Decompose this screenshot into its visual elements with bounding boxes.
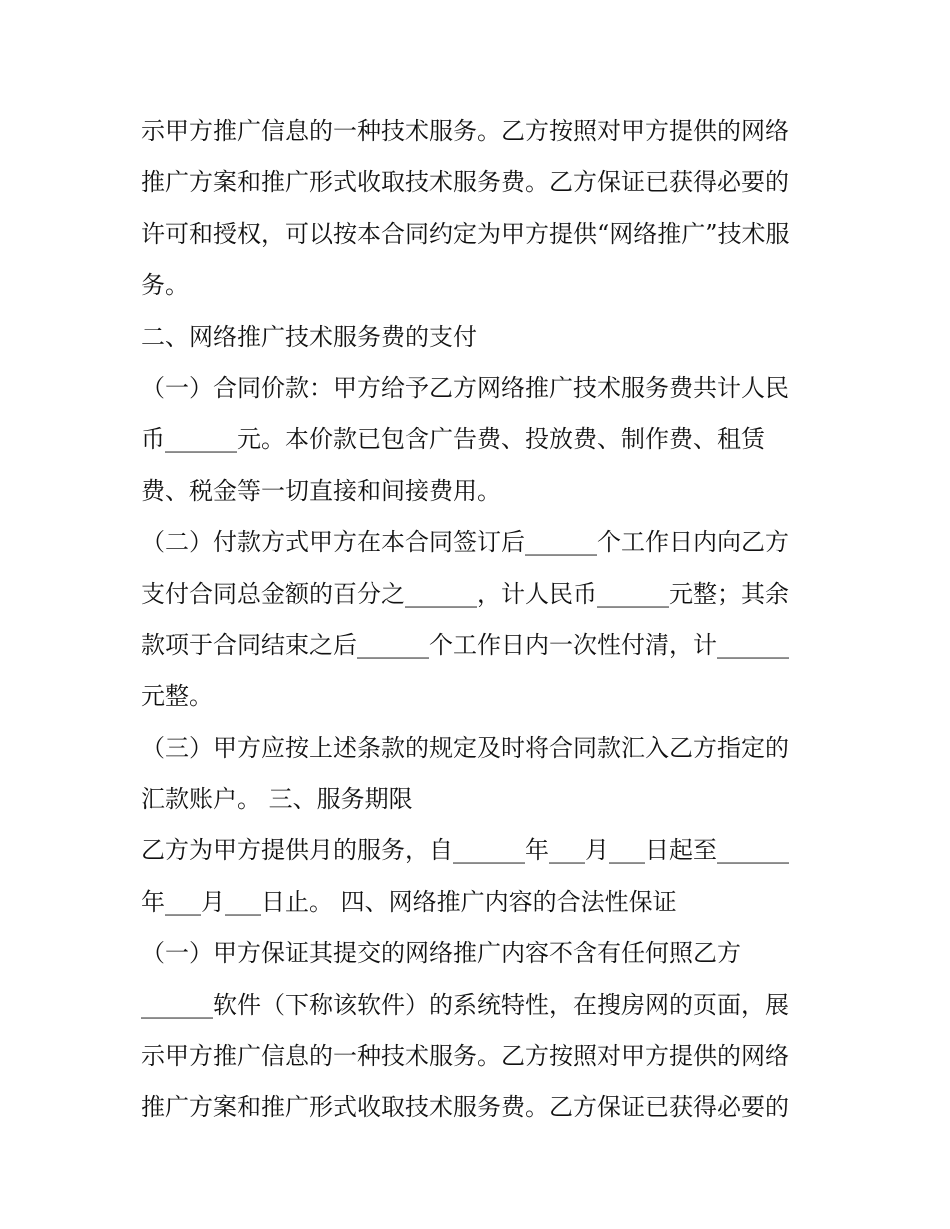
text-line: 务。	[141, 271, 189, 300]
text-line: 币______元。本价款已包含广告费、投放费、制作费、租赁	[141, 425, 765, 454]
text-line: （一）合同价款：甲方给予乙方网络推广技术服务费共计人民	[141, 373, 789, 402]
text-line: 推广方案和推广形式收取技术服务费。乙方保证已获得必要的	[141, 1093, 789, 1122]
document-body	[141, 106, 816, 1134]
text-line: ______软件（下称该软件）的系统特性，在搜房网的页面，展	[141, 990, 789, 1019]
text-line: 支付合同总金额的百分之______，计人民币______元整；其余	[141, 579, 789, 608]
text-line: 汇款账户。 三、服务期限	[141, 785, 413, 814]
section-heading: 二、网络推广技术服务费的支付	[141, 322, 477, 351]
text-line: 款项于合同结束之后______个工作日内一次性付清，计______	[141, 630, 789, 659]
text-line: 许可和授权，可以按本合同约定为甲方提供“网络推广”技术服	[141, 219, 790, 248]
text-line: （一）甲方保证其提交的网络推广内容不含有任何照乙方	[141, 939, 741, 968]
text-line: 乙方为甲方提供月的服务，自______年___月___日起至______	[141, 836, 789, 865]
text-line: 示甲方推广信息的一种技术服务。乙方按照对甲方提供的网络	[141, 117, 789, 145]
text-line: 推广方案和推广形式收取技术服务费。乙方保证已获得必要的	[141, 168, 789, 197]
text-line: （三）甲方应按上述条款的规定及时将合同款汇入乙方指定的	[141, 733, 789, 762]
text-line: 费、税金等一切直接和间接费用。	[141, 476, 501, 505]
text-line: 年___月___日止。 四、网络推广内容的合法性保证	[141, 887, 677, 916]
text-line: 元整。	[141, 682, 213, 711]
text-line: 示甲方推广信息的一种技术服务。乙方按照对甲方提供的网络	[141, 1042, 789, 1071]
text-line: （二）付款方式甲方在本合同签订后______个工作日内向乙方	[141, 528, 789, 557]
